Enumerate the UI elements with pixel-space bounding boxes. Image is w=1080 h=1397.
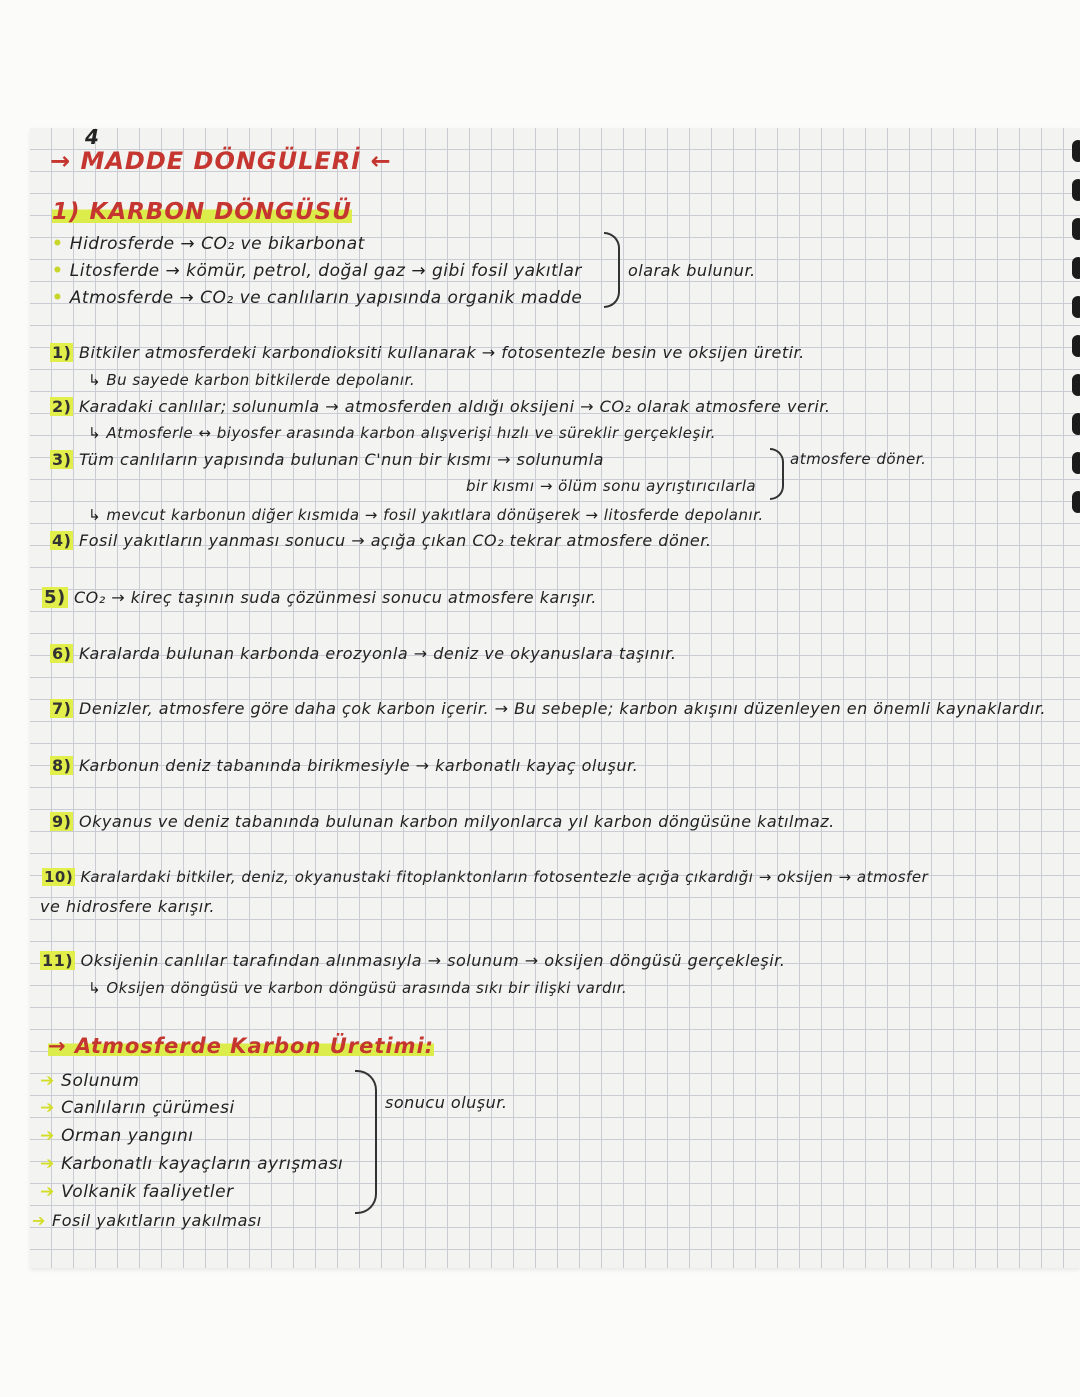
brace-item-3 xyxy=(770,448,784,500)
page-number: 4 xyxy=(85,125,100,149)
item-8: 8) Karbonun deniz tabanında birikmesiyle → karbonatlı kayaç oluşur. xyxy=(52,756,639,775)
source-list-item: ➔ Solunum xyxy=(40,1071,140,1091)
item-3-brace-text: atmosfere döner. xyxy=(790,450,927,468)
brace-section1 xyxy=(604,232,620,308)
section-heading-carbon-cycle: 1) KARBON DÖNGÜSÜ xyxy=(52,199,352,225)
source-list-item: ➔ Fosil yakıtların yakılması xyxy=(32,1211,262,1230)
item-4: 4) Fosil yakıtların yanması sonucu → açığa çıkan CO₂ tekrar atmosfere döner. xyxy=(52,531,712,550)
page-title: → MADDE DÖNGÜLERİ ← xyxy=(50,147,392,175)
notebook-binding-rings xyxy=(1072,140,1080,560)
bullet-hidrosfer: • Hidrosferde → CO₂ ve bikarbonat xyxy=(52,234,365,254)
item-1: 1) Bitkiler atmosferdeki karbondioksiti kullanarak → fotosentezle besin ve oksijen üretir. xyxy=(52,343,805,362)
source-list-item: ➔ Volkanik faaliyetler xyxy=(40,1182,234,1202)
item-10: 10) Karalardaki bitkiler, deniz, okyanustaki fitoplanktonların fotosentezle açığa çıkardığı → oksijen → atmosfer xyxy=(44,868,929,886)
bullet-atmosfer: • Atmosferde → CO₂ ve canlıların yapısında organik madde xyxy=(52,288,583,308)
item-11-note: ↳ Oksijen döngüsü ve karbon döngüsü arasında sıkı bir ilişki vardır. xyxy=(88,979,628,997)
item-3-second: bir kısmı → ölüm sonu ayrıştırıcılarla xyxy=(466,477,757,495)
item-10-cont: ve hidrosfere karışır. xyxy=(40,897,215,916)
item-2-note: ↳ Atmosferle ↔ biyosfer arasında karbon alışverişi hızlı ve süreklir gerçekleşir. xyxy=(88,424,717,442)
brace-text-section1: olarak bulunur. xyxy=(628,261,756,280)
source-list-item: ➔ Orman yangını xyxy=(40,1126,194,1146)
item-9: 9) Okyanus ve deniz tabanında bulunan karbon milyonlarca yıl karbon döngüsüne katılmaz. xyxy=(52,812,835,831)
item-2: 2) Karadaki canlılar; solunumla → atmosferden aldığı oksijeni → CO₂ olarak atmosfere verir. xyxy=(52,397,831,416)
item-11: 11) Oksijenin canlılar tarafından alınmasıyla → solunum → oksijen döngüsü gerçekleşir. xyxy=(42,951,786,970)
item-3: 3) Tüm canlıların yapısında bulunan C'nun bir kısmı → solunumla xyxy=(52,450,604,469)
item-6: 6) Karalarda bulunan karbonda erozyonla → deniz ve okyanuslara taşınır. xyxy=(52,644,677,663)
source-list-item: ➔ Canlıların çürümesi xyxy=(40,1098,235,1118)
item-1-note: ↳ Bu sayede karbon bitkilerde depolanır. xyxy=(88,371,416,389)
item-7: 7) Denizler, atmosfere göre daha çok karbon içerir. → Bu sebeple; karbon akışını düzenleyen en önemli kaynaklardır. xyxy=(52,699,1047,718)
brace-text-section2: sonucu oluşur. xyxy=(385,1093,508,1112)
source-list-item: ➔ Karbonatlı kayaçların ayrışması xyxy=(40,1154,344,1174)
section-heading-carbon-production: → Atmosferde Karbon Üretimi: xyxy=(48,1034,435,1058)
item-5: 5) CO₂ → kireç taşının suda çözünmesi sonucu atmosfere karışır. xyxy=(44,587,597,608)
bullet-litosfer: • Litosferde → kömür, petrol, doğal gaz → gibi fosil yakıtlar xyxy=(52,261,582,281)
item-3-note: ↳ mevcut karbonun diğer kısmıda → fosil yakıtlara dönüşerek → litosferde depolanır. xyxy=(88,506,764,524)
brace-section2 xyxy=(355,1070,377,1214)
